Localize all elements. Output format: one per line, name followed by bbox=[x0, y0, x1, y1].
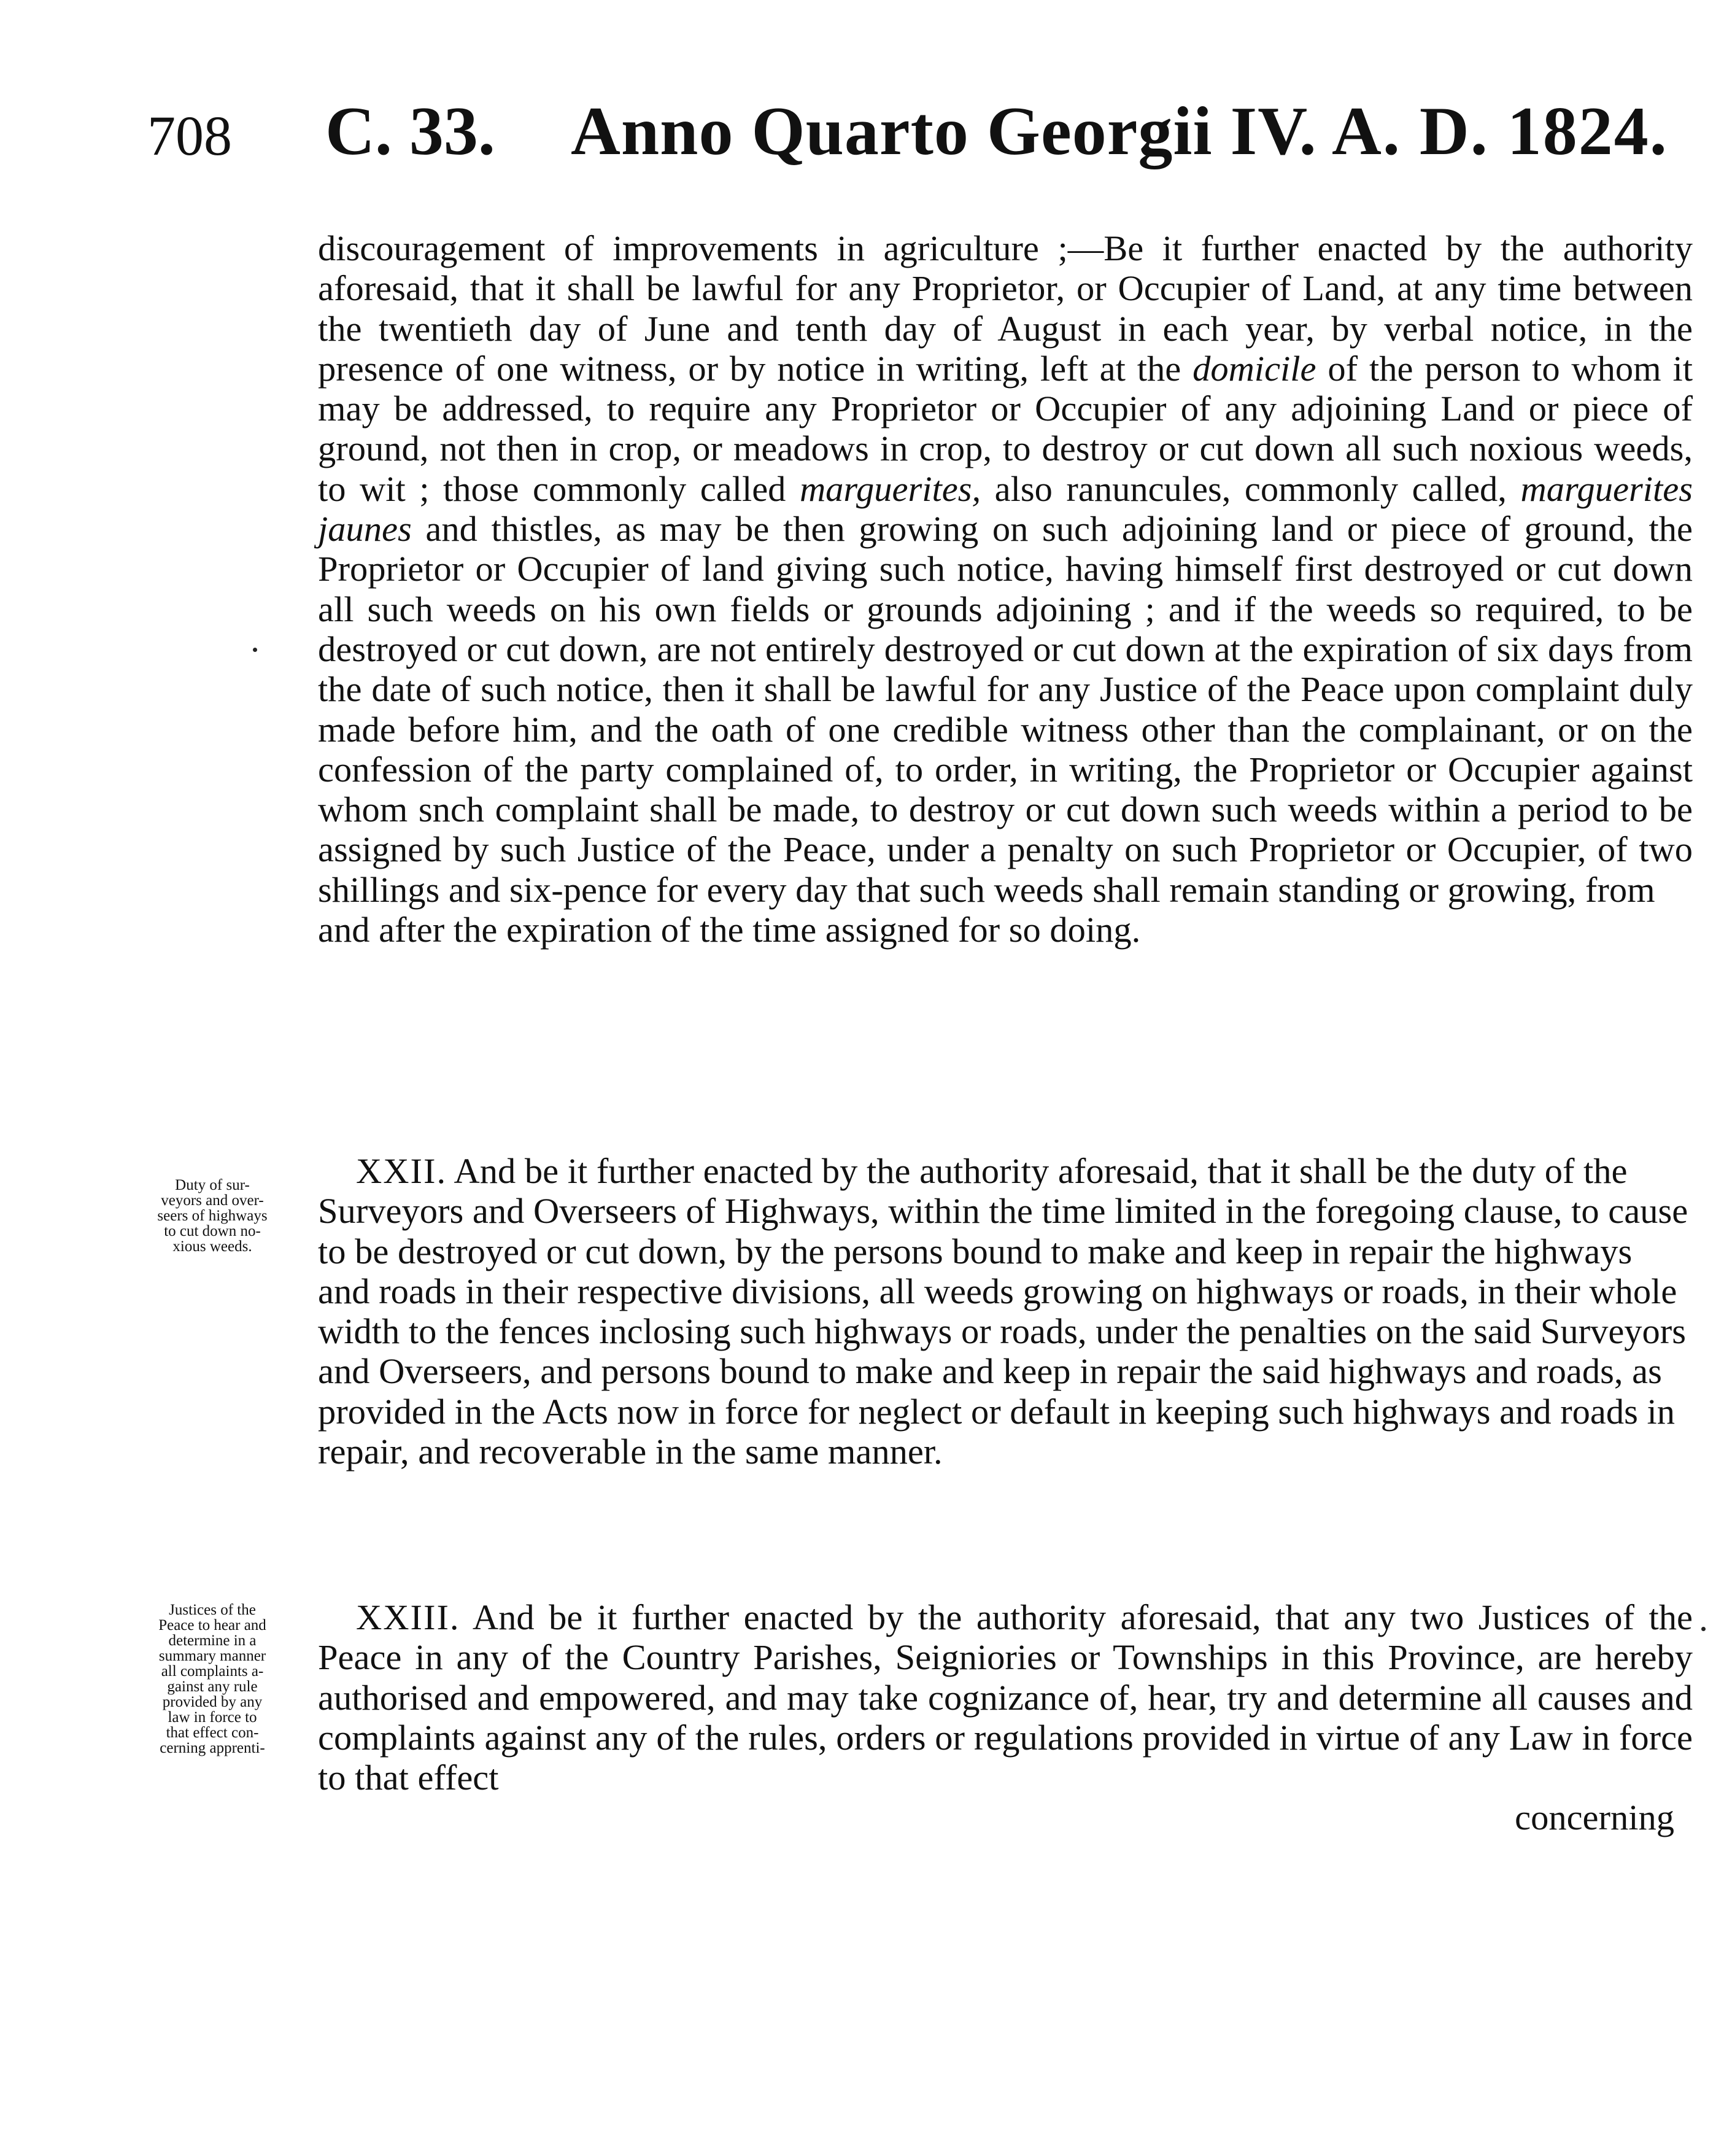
margin-note-line: to cut down no- bbox=[164, 1223, 261, 1239]
margin-note-line: seers of highways bbox=[157, 1208, 268, 1224]
section-xxii bbox=[318, 1151, 1693, 1472]
margin-note-line: all complaints a- bbox=[161, 1663, 264, 1680]
margin-note-line: that effect con- bbox=[166, 1724, 259, 1741]
print-speck bbox=[1701, 1627, 1706, 1631]
section-xxii-body bbox=[318, 1151, 1693, 1472]
text-run: and thistles, as may be then growing on such adjoining land or piece of ground, the Proprietor or Occupier of land giving such notice, having himself first destroyed or cut down all such weeds on his own fields or grounds adjoining ; and if the weeds so required, to be destroyed or cut down, are not entirely destroyed or cut down at the expiration of six days from the date of such notice, then it shall be lawful for any Justice of the Peace upon complaint duly made before him, and the oath of one credible witness other than the complainant, or on the confession of the party complained of, to order, in writing, the Proprietor or Occupier against whom snch complaint shall be made, to destroy or cut down such weeds within a period to be assigned by such Justice of the Peace, under a penalty on such Proprietor or Occupier, of two shillings and six-pence for every day that such weeds shall remain standing or growing, from bbox=[318, 509, 1693, 910]
page-number: 708 bbox=[147, 104, 232, 167]
section-number-xxii: XXII. bbox=[356, 1151, 447, 1191]
section-xxi-last-line: and after the expiration of the time assigned for so doing. bbox=[318, 910, 1141, 950]
calendar-year: A. D. 1824. bbox=[1332, 93, 1668, 169]
margin-note-xxii bbox=[117, 1177, 308, 1254]
section-xxii-text: And be it further enacted by the authority aforesaid, that it shall be the duty of the Surveyors and Overseers of Highways, within the time limited in the foregoing clause, to cause to be destroyed or cut down, by the persons bound to make and keep in repair the highways and roads in their respective divisions, all weeds growing on highways or roads, in their whole width to the fences inclosing such highways or roads, under the penalties on the said Surveyors and Overseers, and persons bound to make and keep in repair the said highways and roads, as provided in the Acts now in force for neglect or default in keeping such highways and roads in repair, and recoverable in the same manner. bbox=[318, 1151, 1688, 1472]
section-number-xxiii: XXIII. bbox=[356, 1597, 460, 1637]
section-xxiii-text: And be it further enacted by the authority aforesaid, that any two Justices of the Peace in any of the Country Parishes, Seigniories or Townships in this Province, are hereby authorised and empowered, and may take cognizance of, hear, try and determine all causes and complaints against any of the rules, orders or regulations provided in virtue of any Law in force to that effect bbox=[318, 1597, 1693, 1798]
margin-note-line: veyors and over- bbox=[161, 1192, 264, 1209]
margin-note-line: provided by any bbox=[162, 1694, 263, 1710]
italic-term-marguerites-jaunes: marguerites jaunes bbox=[318, 468, 1693, 549]
regnal-year: Anno Quarto Georgii IV. bbox=[571, 93, 1317, 169]
margin-note-line: Justices of the bbox=[169, 1602, 256, 1618]
italic-term-marguerites: marguerites, bbox=[799, 468, 981, 509]
section-xxi-body bbox=[318, 228, 1693, 910]
margin-note-line: Duty of sur- bbox=[175, 1177, 250, 1193]
chapter-number: C. 33. bbox=[325, 93, 495, 169]
margin-note-line: law in force to bbox=[168, 1709, 257, 1726]
margin-note-xxiii bbox=[117, 1602, 308, 1756]
section-xxiii bbox=[318, 1597, 1693, 1838]
print-speck bbox=[253, 648, 257, 652]
text-run: of the person to whom it may be addressed, to require any Proprietor or Occupier of any adjoining Land or piece of ground, not then in crop, or meadows in crop, to destroy or cut down all such noxious weeds, to wit ; those commonly called bbox=[318, 348, 1693, 509]
text-run: also ranuncules, commonly called, bbox=[994, 468, 1507, 509]
margin-note-line: gainst any rule bbox=[167, 1678, 258, 1695]
text-run: discouragement of improvements in agriculture ;—Be it further enacted by the authority aforesaid, that it shall be lawful for any Proprietor, or Occupier of Land, at any time between the twentieth day of June and tenth day of August in each year, by verbal notice, in the presence of one witness, or by notice in writing, left at the bbox=[318, 228, 1693, 389]
margin-note-line: Peace to hear and bbox=[158, 1617, 266, 1634]
margin-note-line: xious weeds. bbox=[172, 1238, 252, 1255]
italic-term-domicile: domicile bbox=[1192, 348, 1316, 389]
section-xxi-continued bbox=[318, 228, 1693, 950]
section-xxiii-body bbox=[318, 1597, 1693, 1797]
running-head bbox=[147, 92, 1700, 190]
margin-note-line: cerning apprenti- bbox=[160, 1740, 265, 1756]
catchword: concerning bbox=[1515, 1797, 1674, 1838]
margin-note-line: determine in a bbox=[168, 1632, 257, 1649]
margin-note-line: summary manner bbox=[158, 1648, 266, 1664]
